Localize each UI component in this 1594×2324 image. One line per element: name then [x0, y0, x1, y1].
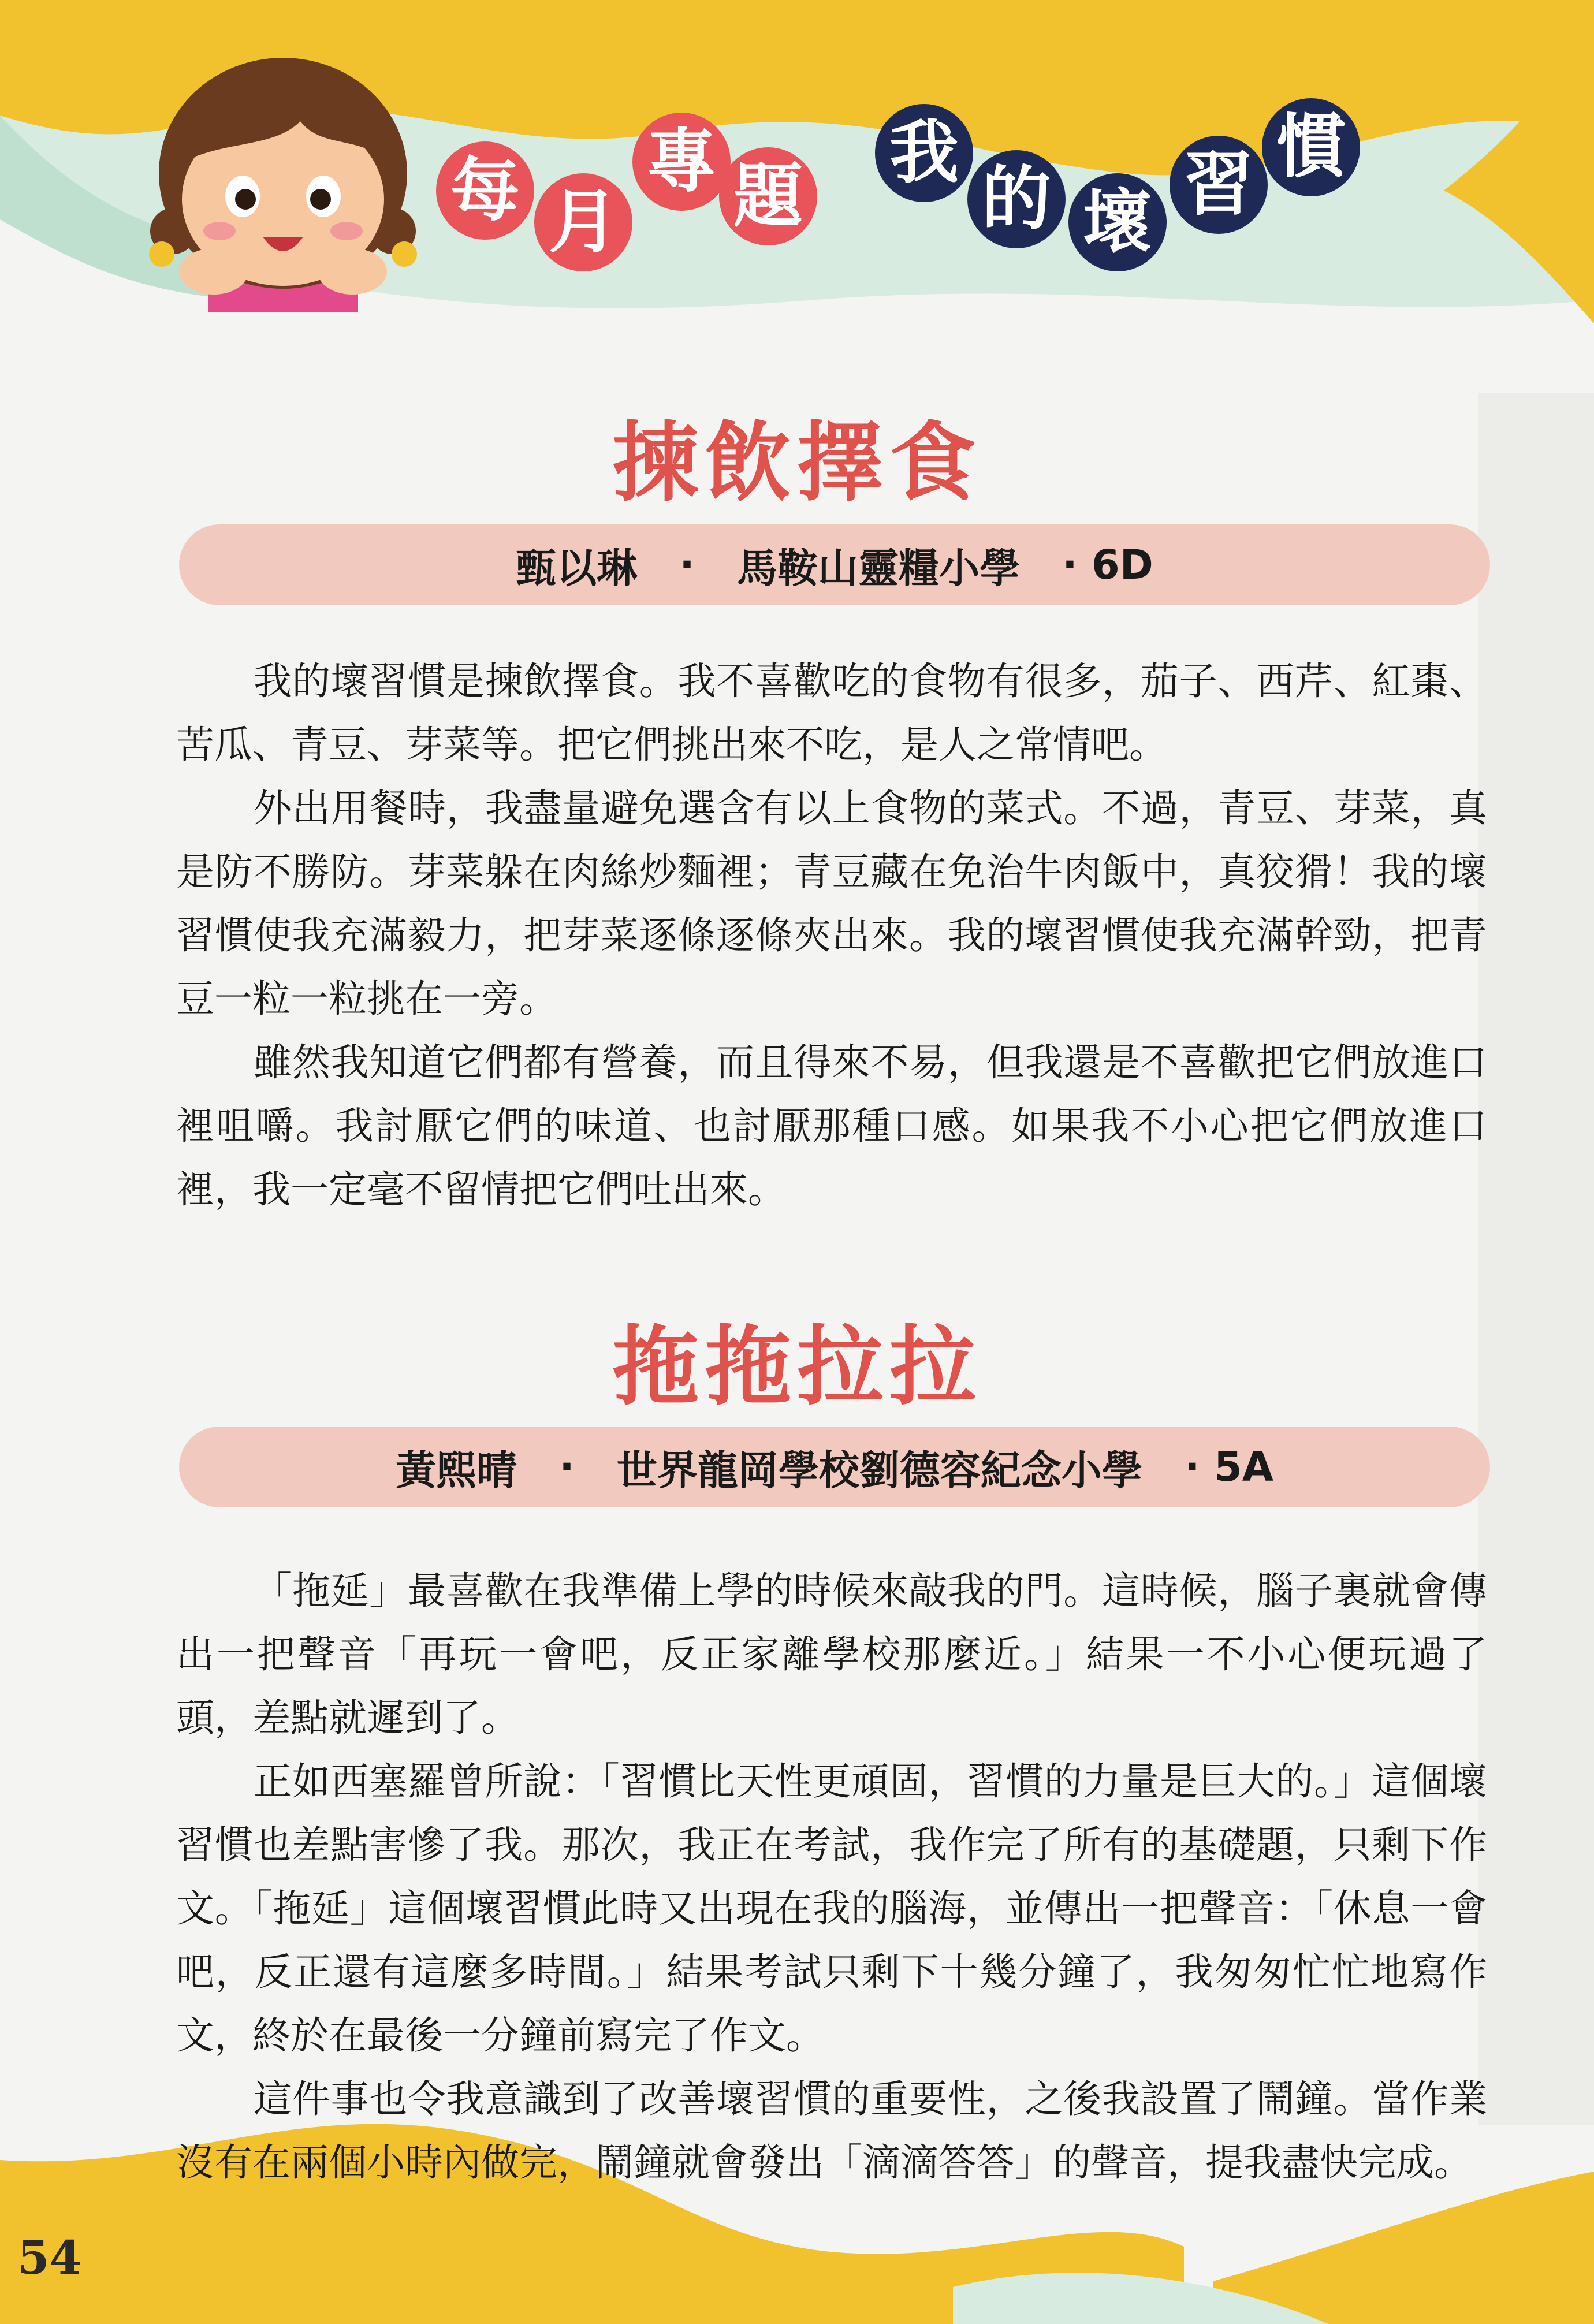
paragraph: 雖然我知道它們都有營養，而且得來不易，但我還是不喜歡把它們放進口裡咀嚼。我討厭它們的味道、也討厭那種口感。如果我不小心把它們放進口裡，我一定毫不留情把它們吐出來。: [176, 1040, 1487, 1212]
badge-char: 題: [733, 156, 803, 237]
monthly-topic-badges: [436, 113, 817, 271]
class-name: 6D: [1092, 541, 1153, 589]
paragraph: 「拖延」最喜歡在我準備上學的時候來敲我的門。這時候，腦子裏就會傳出一把聲音「再玩一會吧，反正家離學校那麼近。」結果一不小心便玩過了頭，差點就遲到了。: [176, 1569, 1487, 1740]
article-title: 揀飲擇食: [612, 413, 982, 513]
article-byline: [179, 1427, 1490, 1507]
badge-char: 的: [982, 159, 1051, 240]
author-name: 甄以琳: [516, 544, 638, 592]
header-banner: [0, 0, 1594, 370]
article-byline: [179, 524, 1490, 605]
school-name: 世界龍岡學校劉德容紀念小學: [616, 1446, 1142, 1494]
byline-separator: ·: [1019, 541, 1092, 589]
byline-separator: ·: [517, 1443, 617, 1491]
badge-char: 壞: [1083, 182, 1152, 263]
article-body: [176, 650, 1487, 1221]
class-name: 5A: [1214, 1443, 1273, 1491]
article-body: [176, 1559, 1487, 2195]
byline-separator: ·: [1142, 1443, 1214, 1491]
paragraph: 這件事也令我意識到了改善壞習慣的重要性，之後我設置了鬧鐘。當作業沒有在兩個小時內做完，鬧鐘就會發出「滴滴答答」的聲音，提我盡快完成。: [176, 2077, 1487, 2185]
badge-char: 慣: [1276, 107, 1346, 188]
girl-character-illustration: [149, 58, 417, 312]
article-title: 拖拖拉拉: [612, 1317, 982, 1417]
author-name: 黃熙晴: [396, 1446, 517, 1494]
school-name: 馬鞍山靈糧小學: [736, 544, 1020, 592]
paragraph: 正如西塞羅曾所說：「習慣比天性更頑固，習慣的力量是巨大的。」這個壞習慣也差點害慘了我。那次，我正在考試，我作完了所有的基礎題，只剩下作文。「拖延」這個壞習慣此時又出現在我的腦海，並傳出一把聲音：「休息一會吧，反正還有這麼多時間。」結果考試只剩下十幾分鐘了，我匆匆忙忙地寫作文，終於在最後一分鐘前寫完了作文。: [176, 1759, 1487, 2058]
paragraph: 外出用餐時，我盡量避免選含有以上食物的菜式。不過，青豆、芽菜，真是防不勝防。芽菜躲在肉絲炒麵裡；青豆藏在免治牛肉飯中，真狡猾！我的壞習慣使我充滿毅力，把芽菜逐條逐條夾出來。我的壞習慣使我充滿幹勁，把青豆一粒一粒挑在一旁。: [176, 786, 1487, 1021]
badge-char: 每: [450, 150, 520, 231]
byline-separator: ·: [637, 541, 737, 589]
page-number: 54: [17, 2230, 82, 2285]
badge-char: 專: [647, 121, 716, 202]
badge-char: 習: [1184, 144, 1253, 225]
paragraph: 我的壞習慣是揀飲擇食。我不喜歡吃的食物有很多，茄子、西芹、紅棗、苦瓜、青豆、芽菜等。把它們挑出來不吃，是人之常情吧。: [176, 659, 1487, 767]
badge-char: 月: [549, 182, 618, 263]
badge-char: 我: [889, 113, 959, 193]
topic-title-badges: [875, 98, 1360, 271]
